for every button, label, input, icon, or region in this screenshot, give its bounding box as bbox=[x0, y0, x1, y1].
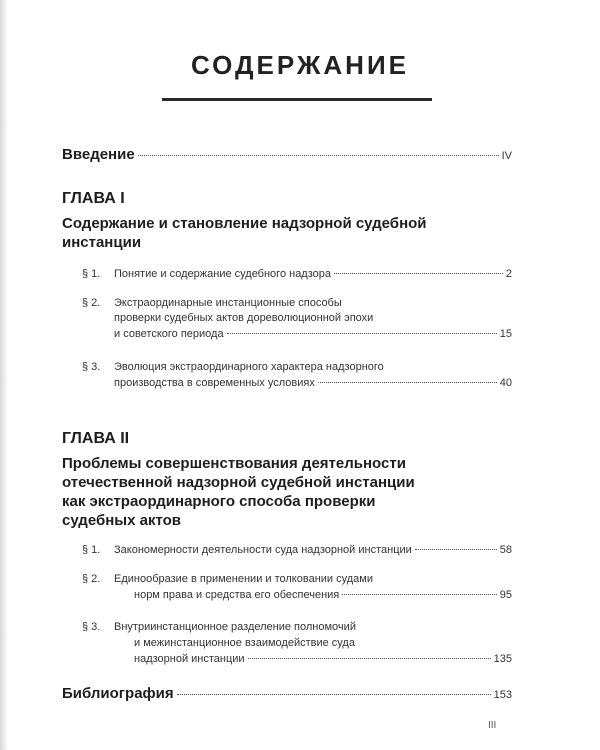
ch2-sec2-line-2: норм права и средства его обеспечения bbox=[134, 589, 340, 601]
ch2-sec3-line-3: надзорной инстанции bbox=[134, 653, 245, 665]
chapter-2-title-line-4: судебных актов bbox=[62, 512, 182, 529]
ch1-sec3-line-2: производства в современных условиях bbox=[114, 377, 315, 389]
page-title: СОДЕРЖАНИЕ bbox=[191, 50, 409, 80]
dot-leader bbox=[248, 658, 491, 659]
intro-title: Введение bbox=[62, 146, 135, 163]
chapter-1-title-line-2: инстанции bbox=[62, 234, 142, 251]
ch1-sec2-line-1: Экстраординарные инстанционные способы bbox=[114, 297, 342, 309]
toc-entry-ch1-sec3[interactable] bbox=[114, 377, 512, 389]
ch1-sec1-line-1: Понятие и содержание судебного надзора bbox=[114, 268, 332, 280]
ch2-sec3-page: 135 bbox=[493, 653, 512, 665]
page-edge-shadow bbox=[0, 0, 8, 750]
ch1-sec2-page: 15 bbox=[499, 328, 512, 340]
chapter-1-title-line-1: Содержание и становление надзорной судебной bbox=[62, 215, 427, 232]
ch1-sec1-page: 2 bbox=[505, 268, 512, 280]
toc-entry-ch2-sec3[interactable] bbox=[134, 653, 512, 665]
ch1-sec3-line-1: Эволюция экстраординарного характера надзорного bbox=[114, 361, 384, 373]
dot-leader bbox=[318, 382, 497, 383]
toc-entry-intro[interactable] bbox=[62, 146, 512, 163]
ch2-sec2-page: 95 bbox=[499, 589, 512, 601]
ch2-sec3-line-1: Внутриинстанционное разделение полномочий bbox=[114, 621, 356, 633]
ch2-sec2-line-1: Единообразие в применении и толковании судами bbox=[114, 573, 373, 585]
ch1-sec2-line-2: проверки судебных актов дореволюционной эпохи bbox=[114, 312, 374, 324]
toc-entry-ch2-sec2[interactable] bbox=[134, 589, 512, 601]
chapter-2-title-line-1: Проблемы совершенствования деятельности bbox=[62, 455, 406, 472]
ch2-sec3-line-2: и межинстанционное взаимодействие суда bbox=[134, 637, 355, 649]
intro-page: IV bbox=[501, 150, 512, 162]
ch2-sec2-num: § 2. bbox=[82, 573, 101, 585]
bibliography-page: 153 bbox=[493, 689, 512, 701]
ch2-sec1-line-1: Закономерности деятельности суда надзорной инстанции bbox=[114, 544, 412, 556]
toc-entry-ch1-sec1[interactable] bbox=[114, 268, 512, 280]
dot-leader bbox=[415, 549, 497, 550]
dot-leader bbox=[334, 273, 503, 274]
toc-entry-bibliography[interactable] bbox=[62, 685, 512, 702]
ch1-sec2-num: § 2. bbox=[82, 297, 101, 309]
toc-entry-ch1-sec2[interactable] bbox=[114, 328, 512, 340]
toc-entry-ch2-sec1[interactable] bbox=[114, 544, 512, 556]
chapter-1-label: ГЛАВА I bbox=[62, 190, 125, 207]
dot-leader bbox=[177, 694, 491, 695]
title-underline bbox=[162, 98, 432, 101]
ch1-sec2-line-3: и советского периода bbox=[114, 328, 224, 340]
ch2-sec1-num: § 1. bbox=[82, 544, 101, 556]
chapter-2-title-line-2: отечественной надзорной судебной инстанции bbox=[62, 474, 415, 491]
bibliography-title: Библиография bbox=[62, 685, 174, 702]
ch1-sec3-num: § 3. bbox=[82, 361, 101, 373]
chapter-2-label: ГЛАВА II bbox=[62, 430, 130, 447]
ch1-sec1-num: § 1. bbox=[82, 268, 101, 280]
ch2-sec3-num: § 3. bbox=[82, 621, 101, 633]
dot-leader bbox=[138, 155, 499, 156]
ch1-sec3-page: 40 bbox=[499, 377, 512, 389]
dot-leader bbox=[342, 594, 496, 595]
chapter-2-title-line-3: как экстраординарного способа проверки bbox=[62, 493, 376, 510]
page-number: III bbox=[488, 720, 497, 731]
dot-leader bbox=[227, 333, 497, 334]
ch2-sec1-page: 58 bbox=[499, 544, 512, 556]
